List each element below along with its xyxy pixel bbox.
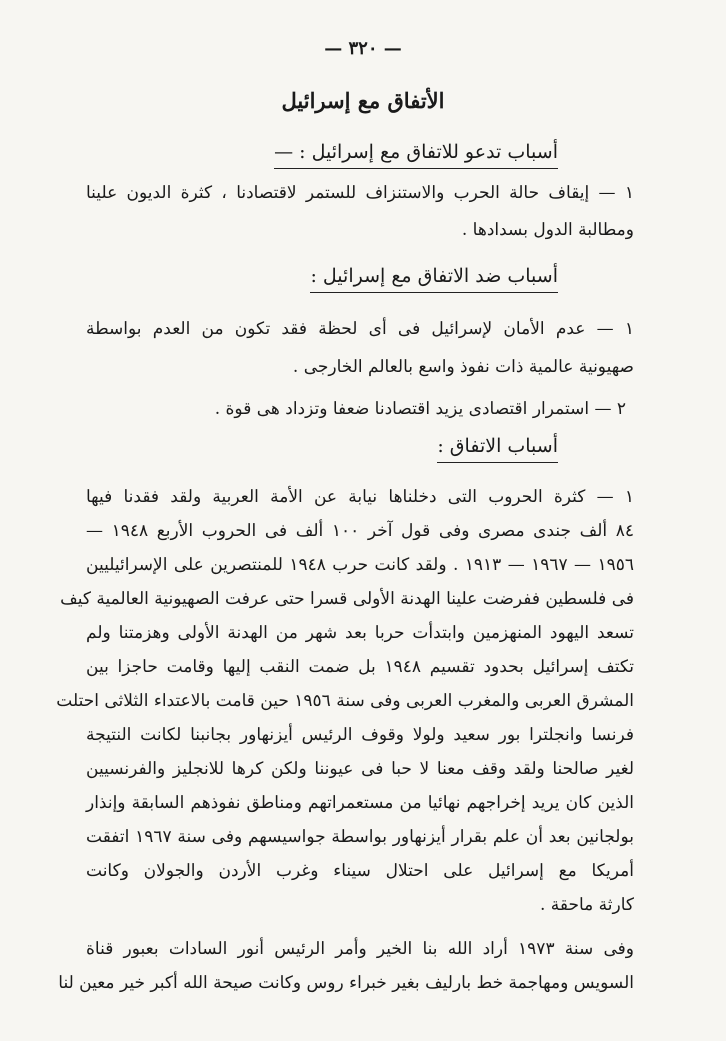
text-line: كارثة ماحقة . [539, 895, 634, 915]
section-heading-reasons-against: أسباب ضد الاتفاق مع إسرائيل : [310, 262, 558, 293]
page-number: — ٣٢٠ — [324, 38, 402, 59]
text-line: السويس ومهاجمة خط بارليف بغير خبراء روس وكانت صيحة الله أكبر خير معين لنا [58, 973, 634, 993]
text-line: بولجانين بعد أن علم بقرار أيزنهاور بواسطة جواسيسهم وفى سنة ١٩٦٧ اتفقت [86, 827, 634, 847]
text-line: الذين كان يريد إخراجهم نهائيا من مستعمراتهم ومناطق نفوذهم السابقة وإنذار [86, 793, 634, 813]
text-line: وفى سنة ١٩٧٣ أراد الله بنا الخير وأمر الرئيس أنور السادات بعبور قناة [86, 939, 634, 959]
text-line: تكتف إسرائيل بحدود تقسيم ١٩٤٨ بل ضمت النقب إليها وقامت حاجزا بين [86, 657, 634, 677]
text-line: ١ — إيقاف حالة الحرب والاستنزاف للستمر لاقتصادنا ، كثرة الديون علينا [86, 183, 634, 203]
page-title: الأتفاق مع إسرائيل [281, 88, 445, 113]
text-line: لغير صالحنا ولقد وقف معنا لا حبا فى عيوننا ولكن كرها للانجليز والفرنسيين [86, 759, 634, 779]
text-line: فى فلسطين ففرضت علينا الهدنة الأولى قسرا حتى عرفت الصهيونية العالمية كيف [60, 589, 634, 609]
section-heading-agreement-reasons: أسباب الاتفاق : [437, 432, 558, 463]
text-line: صهيونية عالمية ذات نفوذ واسع بالعالم الخارجى . [292, 357, 634, 377]
text-line: ١٩٥٦ — ١٩٦٧ — ١٩١٣ . ولقد كانت حرب ١٩٤٨ للمنتصرين على الإسرائيليين [86, 555, 634, 575]
text-line: أمريكا مع إسرائيل على احتلال سيناء وغرب الأردن والجولان وكانت [86, 861, 634, 881]
text-line: ٢ — استمرار اقتصادى يزيد اقتصادنا ضعفا وتزداد هى قوة . [214, 399, 626, 419]
section-heading-reasons-for: أسباب تدعو للاتفاق مع إسرائيل : — [274, 138, 558, 169]
text-line: تسعد اليهود المنهزمين وابتدأت حربا بعد شهر من الهدنة الأولى وهزمتنا ولم [86, 623, 634, 643]
text-line: المشرق العربى والمغرب العربى وفى سنة ١٩٥٦ حين قامت بالاعتداء الثلاثى احتلت [56, 691, 634, 711]
text-line: فرنسا وانجلترا بور سعيد ولولا وقوف الرئيس أيزنهاور بجانبنا لكانت النتيجة [86, 725, 634, 745]
text-line: ومطالبة الدول بسدادها . [461, 220, 634, 240]
text-line: ١ — عدم الأمان لإسرائيل فى أى لحظة فقد تكون من العدم بواسطة [86, 319, 634, 339]
text-line: ٨٤ ألف جندى مصرى وفى قول آخر ١٠٠ ألف فى الحروب الأربع ١٩٤٨ — [86, 521, 634, 541]
text-line: ١ — كثرة الحروب التى دخلناها نيابة عن الأمة العربية ولقد فقدنا فيها [86, 487, 634, 507]
